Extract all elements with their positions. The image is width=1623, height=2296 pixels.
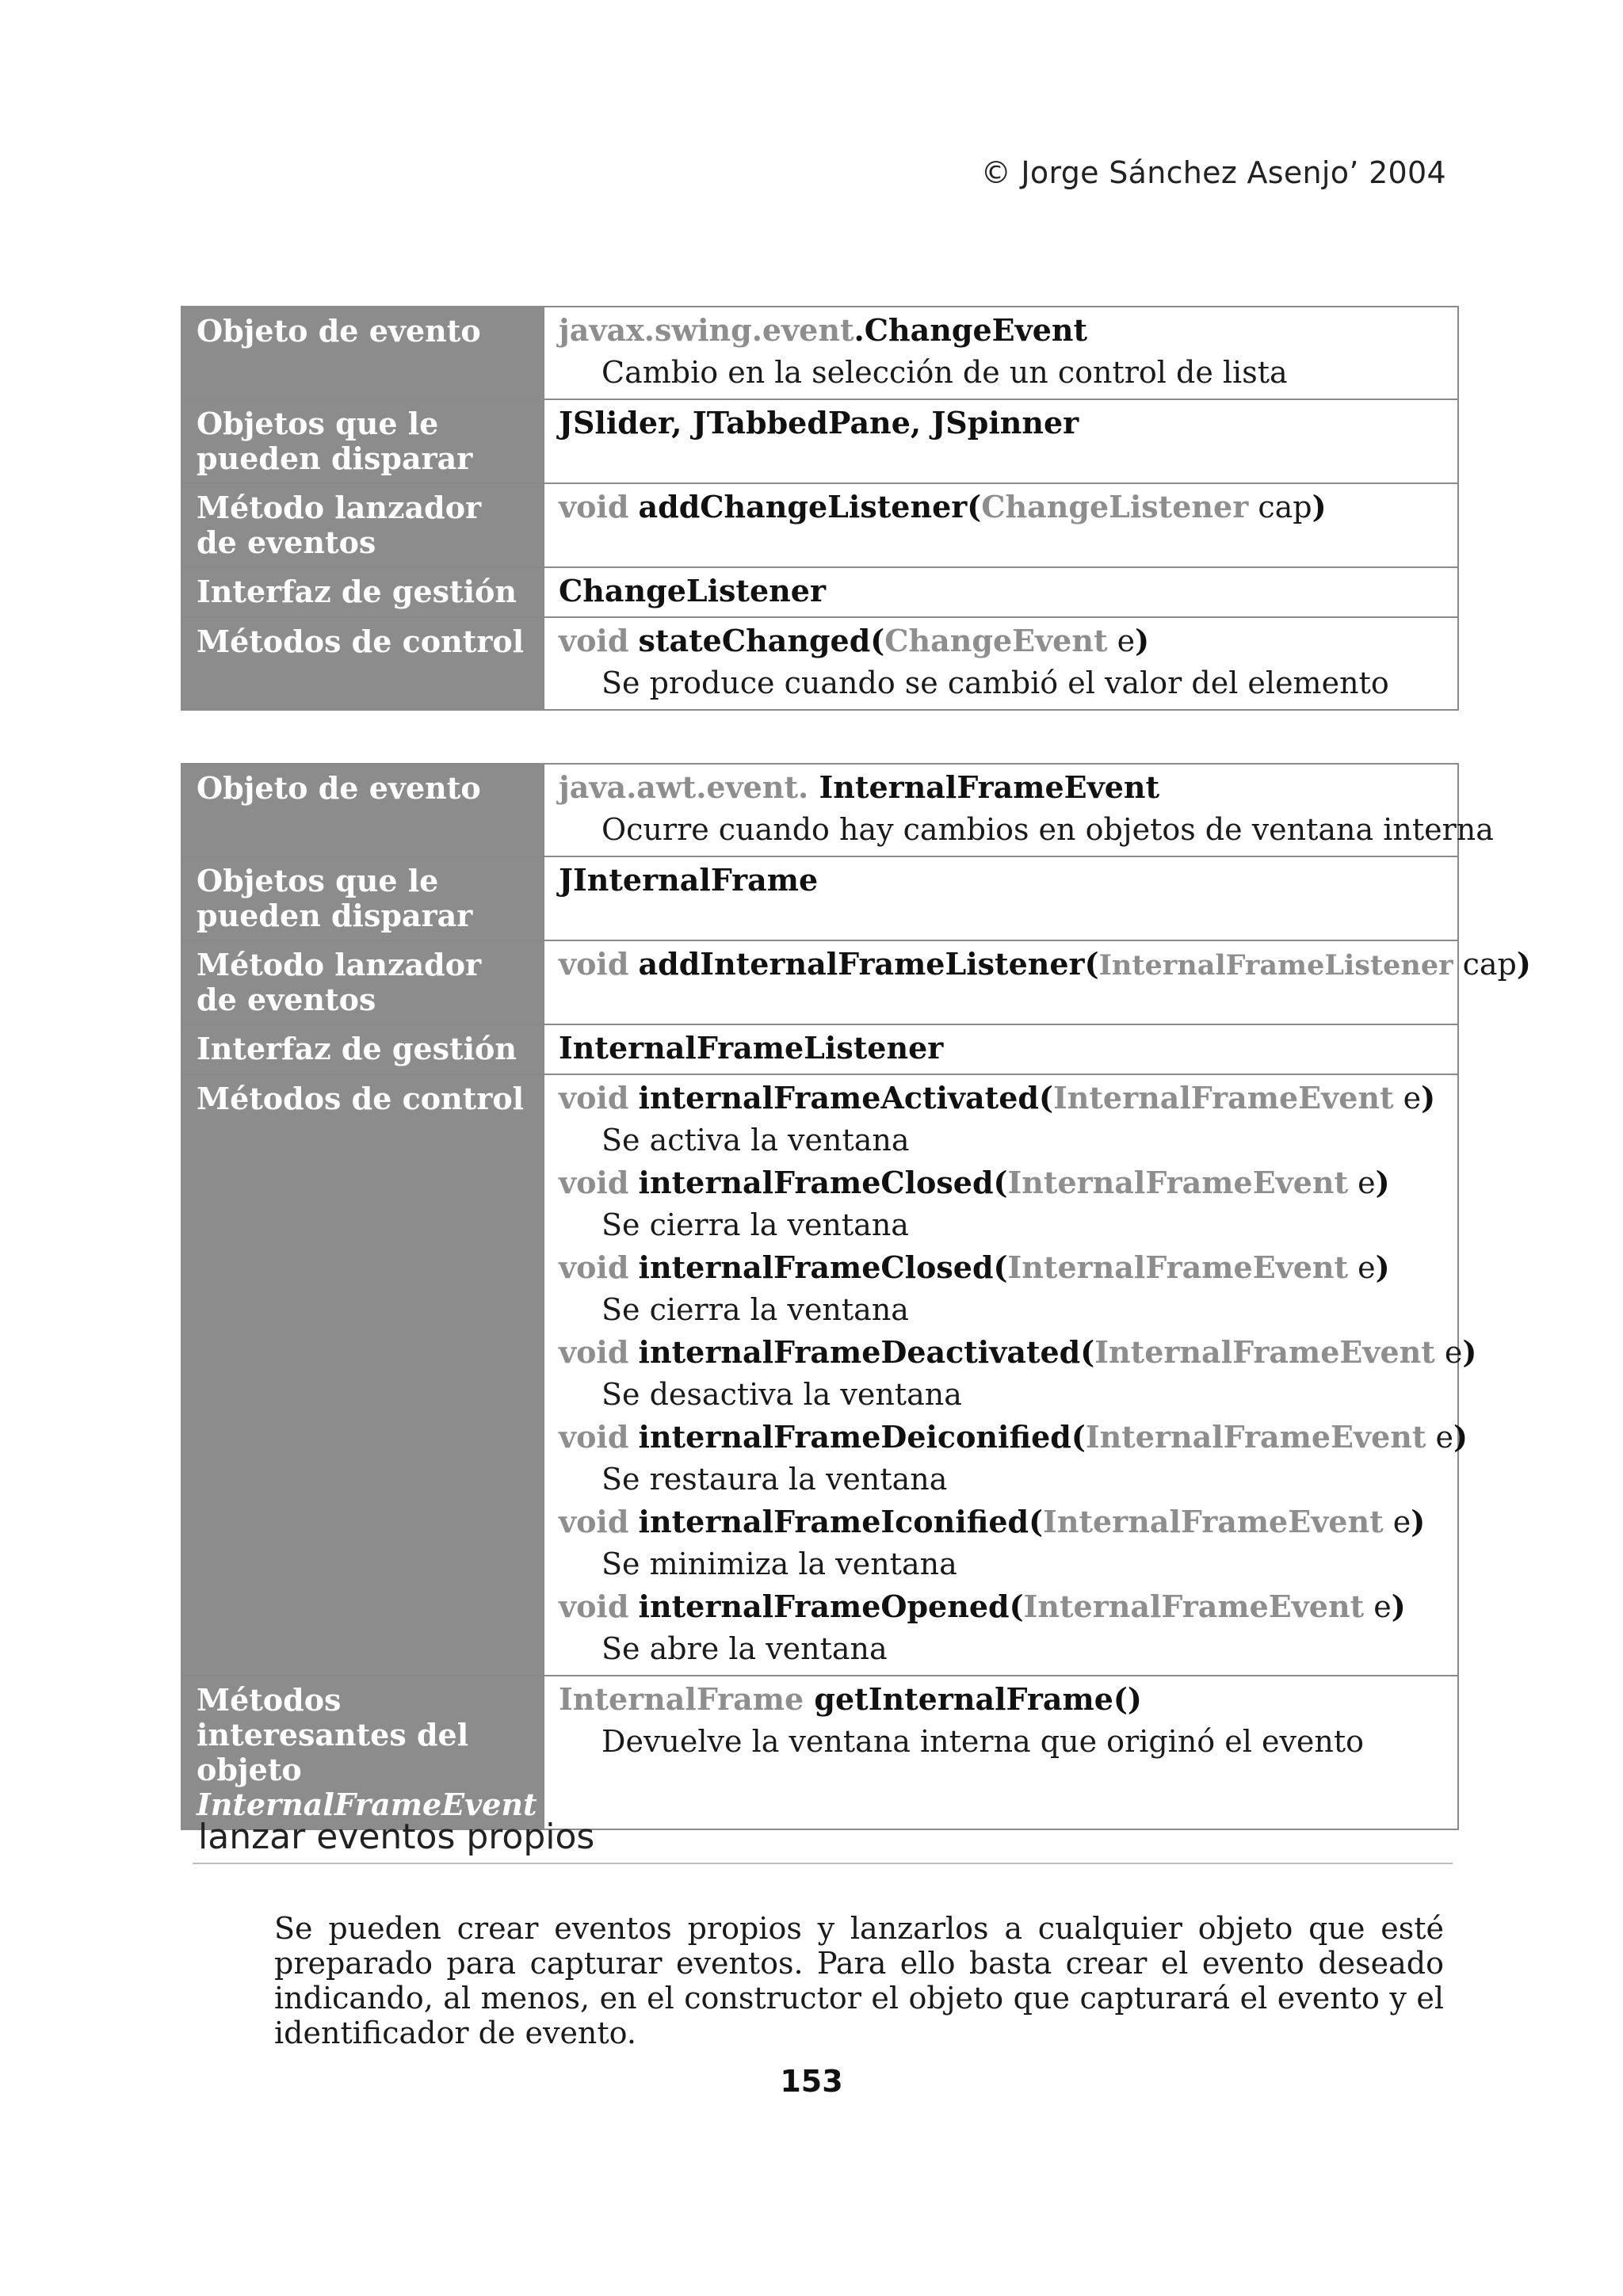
close-paren: )	[1375, 1165, 1390, 1200]
row-value	[544, 307, 1458, 399]
return-type: void	[559, 1334, 629, 1370]
row-label: Interfaz de gestión	[181, 567, 544, 617]
table-row	[181, 483, 1458, 567]
class-name: .ChangeEvent	[854, 312, 1088, 348]
description: Se restaura la ventana	[601, 1462, 948, 1497]
table-row	[181, 856, 1458, 940]
method-entry	[559, 1501, 1443, 1585]
return-type: void	[559, 946, 629, 982]
method-name: internalFrameOpened(	[638, 1589, 1024, 1624]
table-row	[181, 1074, 1458, 1676]
param-name: e	[1383, 1505, 1411, 1539]
close-paren: )	[1411, 1504, 1426, 1539]
page-number: 153	[780, 2064, 843, 2099]
description: Se produce cuando se cambió el valor del elemento	[601, 666, 1389, 700]
method-entry	[559, 1416, 1468, 1501]
row-value	[544, 1024, 1458, 1074]
param-name: cap	[1248, 490, 1312, 524]
method-name: internalFrameIconified(	[638, 1504, 1044, 1539]
param-type: InternalFrameEvent	[1007, 1165, 1349, 1200]
param-type: ChangeListener	[981, 489, 1249, 524]
table-row	[181, 399, 1458, 483]
close-paren: )	[1312, 489, 1327, 524]
description: Se cierra la ventana	[601, 1207, 909, 1242]
param-type: InternalFrameEvent	[1052, 1080, 1394, 1116]
method-name: internalFrameDeiconified(	[638, 1419, 1086, 1455]
description: Se minimiza la ventana	[601, 1547, 957, 1581]
close-paren: )	[1135, 623, 1150, 658]
table-row	[181, 1024, 1458, 1074]
internal-frame-event-table	[181, 763, 1531, 1830]
row-label: Método lanzador de eventos	[181, 940, 544, 1024]
description: Se desactiva la ventana	[601, 1377, 962, 1412]
row-label-text: Métodos interesantes del objeto	[197, 1682, 469, 1787]
param-type: InternalFrameEvent	[1007, 1249, 1349, 1285]
row-label-italic: InternalFrameEvent	[197, 1787, 537, 1822]
table-row	[181, 307, 1458, 399]
component-list: JInternalFrame	[559, 862, 819, 898]
table-row	[181, 617, 1458, 710]
row-value	[544, 1676, 1458, 1829]
description: Se activa la ventana	[601, 1123, 910, 1158]
row-value	[544, 399, 1458, 483]
table-row	[181, 567, 1458, 617]
row-value	[544, 617, 1458, 710]
param-type: ChangeEvent	[884, 623, 1108, 658]
close-paren: )	[1421, 1080, 1436, 1116]
row-label: Métodos de control	[181, 617, 544, 710]
table-row	[181, 940, 1458, 1024]
method-name: addInternalFrameListener(	[638, 946, 1099, 982]
table-row	[181, 764, 1458, 856]
method-entry	[559, 1585, 1443, 1670]
param-type: InternalFrameEvent	[1043, 1504, 1384, 1539]
return-type: void	[559, 1249, 629, 1285]
param-name: e	[1348, 1165, 1376, 1200]
section-divider	[193, 1863, 1453, 1864]
method-name: getInternalFrame()	[804, 1681, 1142, 1717]
copyright-note: © Jorge Sánchez Asenjo’ 2004	[980, 155, 1446, 190]
row-label: Objetos que le pueden disparar	[181, 399, 544, 483]
param-type: InternalFrameEvent	[1085, 1419, 1426, 1455]
return-type: void	[559, 1080, 629, 1116]
close-paren: )	[1453, 1419, 1468, 1455]
return-type: void	[559, 489, 629, 524]
row-label: Método lanzador de eventos	[181, 483, 544, 567]
method-entry	[559, 1077, 1443, 1161]
package-name: java.awt.event.	[559, 769, 809, 805]
param-type: InternalFrameEvent	[1023, 1589, 1365, 1624]
description: Devuelve la ventana interna que originó el evento	[601, 1724, 1365, 1759]
close-paren: )	[1462, 1334, 1477, 1370]
row-label: Métodos de control	[181, 1074, 544, 1676]
component-list: JSlider, JTabbedPane, JSpinner	[559, 405, 1079, 441]
row-label: Objeto de evento	[181, 307, 544, 399]
method-name: internalFrameActivated(	[638, 1080, 1053, 1116]
body-paragraph: Se pueden crear eventos propios y lanzarlos a cualquier objeto que esté preparado para capturar eventos. Para ello basta crear el evento deseado indicando, al menos, en el constructor el objeto que capturará el evento y el identificador de evento.	[274, 1911, 1444, 2050]
package-name: javax.swing.event	[559, 312, 854, 348]
method-entry	[559, 1331, 1477, 1416]
method-name: internalFrameDeactivated(	[638, 1334, 1095, 1370]
param-name: cap	[1453, 947, 1517, 982]
return-type: void	[559, 1165, 629, 1200]
class-name: InternalFrameEvent	[808, 769, 1160, 805]
param-name: e	[1107, 624, 1136, 658]
return-type: void	[559, 1589, 629, 1624]
row-value	[544, 856, 1458, 940]
close-paren: )	[1375, 1249, 1390, 1285]
method-name: internalFrameClosed(	[638, 1249, 1008, 1285]
row-label	[181, 1676, 544, 1829]
interface-name: InternalFrameListener	[559, 1030, 944, 1066]
method-entry	[559, 1161, 1443, 1246]
param-name: e	[1426, 1420, 1453, 1455]
method-entry	[559, 1246, 1443, 1331]
param-name: e	[1364, 1589, 1392, 1624]
control-methods-list	[544, 1074, 1477, 1676]
method-name: internalFrameClosed(	[638, 1165, 1008, 1200]
row-value	[544, 567, 1458, 617]
method-name: stateChanged(	[638, 623, 885, 658]
param-type: InternalFrameEvent	[1094, 1334, 1435, 1370]
return-type: void	[559, 1419, 629, 1455]
param-name: e	[1348, 1250, 1376, 1285]
param-name: e	[1393, 1081, 1422, 1116]
row-label: Interfaz de gestión	[181, 1024, 544, 1074]
close-paren: )	[1516, 946, 1531, 982]
param-type: InternalFrameListener	[1098, 949, 1453, 982]
row-value	[544, 940, 1531, 1024]
description: Cambio en la selección de un control de lista	[601, 355, 1288, 390]
description: Ocurre cuando hay cambios en objetos de ventana interna	[601, 812, 1494, 847]
row-label: Objetos que le pueden disparar	[181, 856, 544, 940]
change-event-table	[181, 306, 1459, 711]
close-paren: )	[1391, 1589, 1406, 1624]
interface-name: ChangeListener	[559, 573, 826, 608]
description: Se abre la ventana	[601, 1631, 888, 1666]
param-name: e	[1434, 1335, 1463, 1370]
row-label: Objeto de evento	[181, 764, 544, 856]
method-name: addChangeListener(	[638, 489, 982, 524]
section-heading: lanzar eventos propios	[198, 1817, 595, 1857]
row-value	[544, 764, 1494, 856]
return-type: InternalFrame	[559, 1681, 804, 1717]
return-type: void	[559, 1504, 629, 1539]
description: Se cierra la ventana	[601, 1292, 909, 1327]
row-value	[544, 483, 1458, 567]
table-row	[181, 1676, 1458, 1829]
return-type: void	[559, 623, 629, 658]
